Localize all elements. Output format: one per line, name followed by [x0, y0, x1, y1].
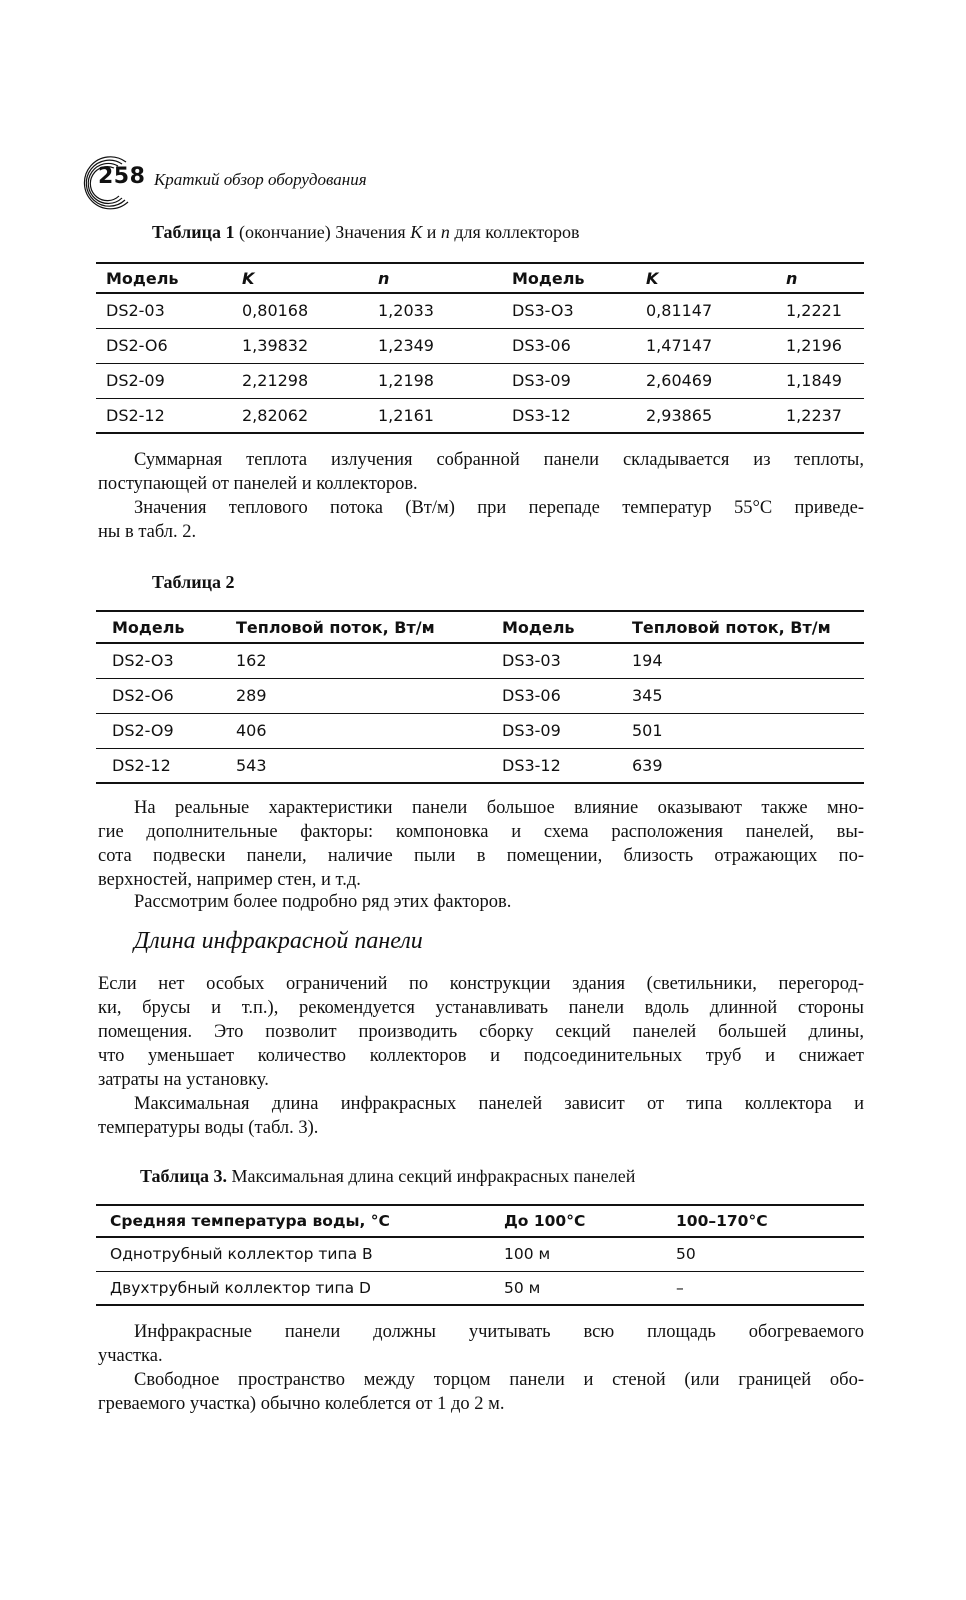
- table-cell: 162: [236, 651, 267, 671]
- table-cell: 50 м: [504, 1278, 541, 1297]
- page-number: 258: [98, 164, 146, 189]
- table-cell: 194: [632, 651, 663, 671]
- table-cell: 289: [236, 686, 267, 705]
- text-line: температуры воды (табл. 3).: [98, 1118, 319, 1138]
- text-line: Свободное пространство между торцом панели и стеной (или границей обо-: [134, 1370, 864, 1390]
- paragraph-7: [98, 1320, 864, 1368]
- table-cell: 0,80168: [242, 301, 309, 321]
- table-cell: DS2-12: [106, 405, 165, 425]
- table-cell: 543: [236, 755, 267, 775]
- paragraph-6: [98, 1092, 864, 1140]
- text-line: Значения теплового потока (Вт/м) при перепаде температур 55°С приведе-: [134, 498, 864, 518]
- table3-caption: [140, 1166, 635, 1187]
- table1-caption: [152, 222, 579, 243]
- table-2: [96, 610, 864, 784]
- table-cell: 1,2237: [786, 405, 842, 425]
- running-title: Краткий обзор оборудования: [154, 170, 367, 189]
- table-row: [96, 1237, 864, 1271]
- header-cell: Модель: [106, 268, 179, 288]
- table-row: [96, 398, 864, 433]
- paragraph-5: [98, 972, 864, 1092]
- text-line: верхностей, например стен, и т.д.: [98, 870, 361, 890]
- paragraph-3: [98, 796, 864, 892]
- table-cell: Однотрубный коллектор типа В: [110, 1245, 373, 1264]
- table-cell: 345: [632, 686, 663, 705]
- text-line: ки, брусы и т.п.), рекомендуется устанавливать панели вдоль длинной стороны: [98, 998, 864, 1018]
- table-cell: Двухтрубный коллектор типа D: [110, 1278, 371, 1297]
- table-cell: 2,21298: [242, 371, 309, 390]
- text-line: участка.: [98, 1346, 163, 1366]
- table-header-row: [96, 1205, 864, 1237]
- table-3: [96, 1204, 864, 1306]
- table-1: [96, 262, 864, 434]
- text-line: что уменьшает количество коллекторов и подсоединительных труб и снижает: [98, 1046, 864, 1066]
- table-cell: 0,81147: [646, 301, 713, 321]
- table-cell: DS3-03: [502, 651, 561, 671]
- table-cell: 1,1849: [786, 371, 842, 390]
- table-cell: DS2-O6: [106, 336, 168, 355]
- section-title: Длина инфракрасной панели: [134, 928, 423, 954]
- table-row: [96, 678, 864, 713]
- text-line: затраты на установку.: [98, 1070, 269, 1090]
- table-row: [96, 363, 864, 398]
- header-cell: Тепловой поток, Вт/м: [632, 617, 831, 637]
- table-row: [96, 643, 864, 678]
- table-cell: DS2-03: [106, 301, 165, 321]
- table-header-row: [96, 611, 864, 643]
- table-cell: 1,47147: [646, 336, 713, 355]
- text-line: сота подвески панели, наличие пыли в помещении, близость отражающих по-: [98, 846, 864, 866]
- table-row: [96, 293, 864, 328]
- header-cell: K: [242, 268, 255, 288]
- table-cell: DS3-06: [502, 686, 561, 705]
- table-cell: 100 м: [504, 1245, 551, 1264]
- header-cell: Модель: [112, 617, 185, 637]
- header-cell: Тепловой поток, Вт/м: [236, 617, 435, 637]
- table-cell: DS3-09: [502, 721, 561, 740]
- table-cell: DS3-12: [512, 405, 571, 425]
- paragraph-8: [98, 1368, 864, 1416]
- table-cell: 1,39832: [242, 336, 309, 355]
- table-cell: 1,2221: [786, 301, 842, 321]
- table-cell: DS2-12: [112, 755, 171, 775]
- page-header: [76, 156, 876, 210]
- text-line: Суммарная теплота излучения собранной панели складывается из теплоты,: [134, 450, 864, 470]
- table-cell: 2,60469: [646, 371, 713, 390]
- table-cell: 2,82062: [242, 405, 309, 425]
- table-cell: DS2-09: [106, 371, 165, 390]
- header-cell: Средняя температура воды, °С: [110, 1212, 390, 1230]
- table-cell: 1,2349: [378, 336, 434, 355]
- table-row: [96, 713, 864, 748]
- table1-caption-text: (окончание) Значения: [234, 222, 411, 242]
- text-line: помещения. Это позволит производить сборку секций панелей большей длины,: [98, 1022, 864, 1042]
- paragraph-2: [98, 496, 864, 544]
- text-line: На реальные характеристики панели большое влияние оказывают также мно-: [134, 798, 864, 818]
- text-line: греваемого участка) обычно колеблется от 1 до 2 м.: [98, 1394, 505, 1414]
- text-line: поступающей от панелей и коллекторов.: [98, 474, 418, 494]
- table-cell: DS3-O3: [512, 301, 574, 321]
- paragraph-4: [98, 890, 864, 914]
- text-line: Максимальная длина инфракрасных панелей зависит от типа коллектора и: [134, 1094, 864, 1114]
- table-row: [96, 748, 864, 783]
- table-cell: 1,2161: [378, 405, 434, 425]
- table-row: [96, 328, 864, 363]
- header-cell: n: [378, 268, 390, 288]
- header-cell: Модель: [502, 617, 575, 637]
- table-cell: 501: [632, 721, 663, 740]
- table-cell: 639: [632, 755, 663, 775]
- text-line: Инфракрасные панели должны учитывать всю площадь обогреваемого: [134, 1322, 864, 1342]
- table3-caption-text: Максимальная длина секций инфракрасных панелей: [226, 1166, 636, 1186]
- table-cell: DS2-O3: [112, 651, 174, 671]
- table-cell: 50: [676, 1245, 696, 1264]
- header-cell: n: [786, 268, 798, 288]
- table-cell: 406: [236, 721, 267, 740]
- table-cell: 1,2196: [786, 336, 842, 355]
- header-cell: K: [646, 268, 659, 288]
- table-cell: DS2-O9: [112, 721, 174, 740]
- table1-caption-suffix: для коллекторов: [449, 222, 580, 242]
- table-cell: 1,2033: [378, 301, 434, 321]
- table-row: [96, 1271, 864, 1305]
- table-cell: DS3-06: [512, 336, 571, 355]
- table-header-row: [96, 263, 864, 293]
- table-cell: 2,93865: [646, 405, 713, 425]
- table3-caption-label: Таблица 3.: [140, 1166, 227, 1186]
- table-cell: 1,2198: [378, 371, 434, 390]
- table-cell: DS3-12: [502, 755, 561, 775]
- table1-caption-and: и: [422, 222, 441, 242]
- table1-caption-k: K: [410, 222, 423, 242]
- table-cell: DS3-09: [512, 371, 571, 390]
- table1-caption-label: Таблица 1: [152, 222, 235, 242]
- text-line: ны в табл. 2.: [98, 522, 197, 542]
- text-line: гие дополнительные факторы: компоновка и схема расположения панелей, вы-: [98, 822, 864, 842]
- text-line: Рассмотрим более подробно ряд этих факторов.: [134, 892, 512, 912]
- header-cell: 100–170°С: [676, 1212, 768, 1230]
- paragraph-1: [98, 448, 864, 496]
- table-cell: DS2-O6: [112, 686, 174, 705]
- header-cell: До 100°С: [504, 1212, 586, 1230]
- table2-caption: [152, 572, 234, 593]
- header-cell: Модель: [512, 268, 585, 288]
- table-cell: –: [676, 1278, 684, 1297]
- text-line: Если нет особых ограничений по конструкции здания (светильники, перегород-: [98, 974, 864, 994]
- table2-caption-label: Таблица 2: [152, 572, 235, 592]
- table1-caption-n: n: [440, 222, 450, 242]
